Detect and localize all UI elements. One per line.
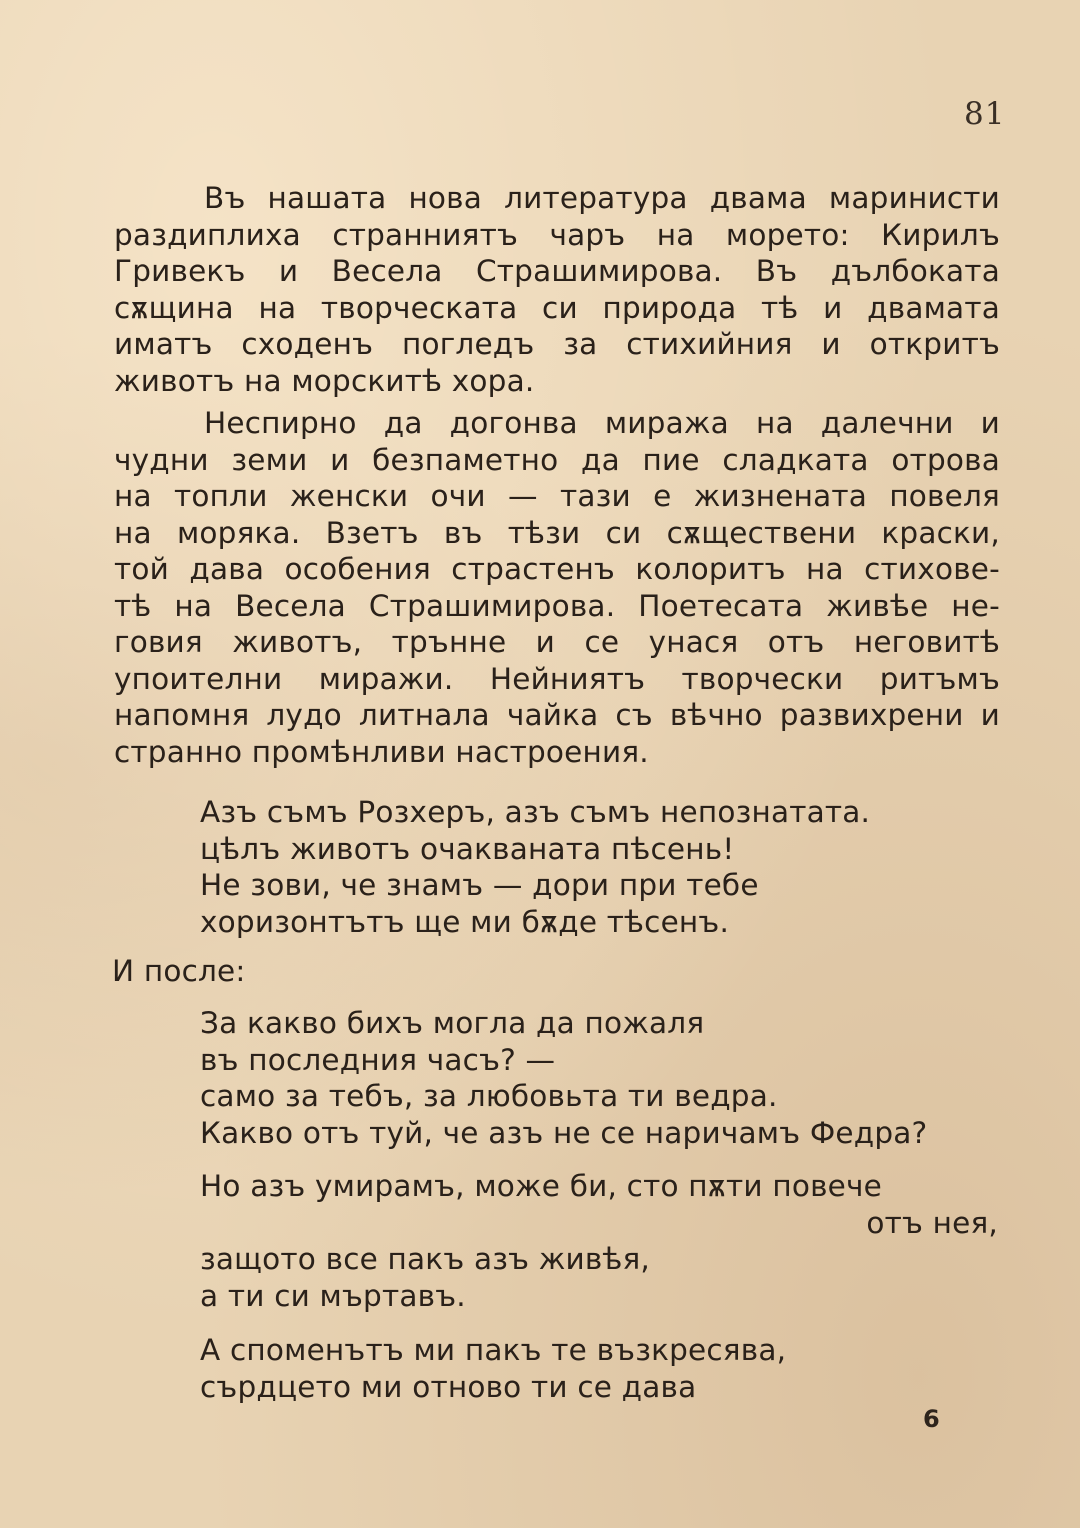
text-line: чудни земи и безпаметно да пие сладката отрова <box>114 442 1000 477</box>
verse-stanza-4 <box>200 1332 786 1405</box>
after-label: И после: <box>112 954 246 988</box>
text-line: Неспирно да догонва миража на далечни и <box>204 406 1000 440</box>
paragraph-2 <box>114 405 1000 770</box>
text-line: тѣ на Весела Страшимирова. Поетесата живѣе не- <box>114 588 1000 623</box>
page-number: 81 <box>964 96 1006 132</box>
text-line: иматъ сходенъ погледъ за стихийния и откритъ <box>114 327 1000 361</box>
text-line: напомня лудо литнала чайка съ вѣчно развихрени и <box>114 698 1000 732</box>
signature-mark: 6 <box>923 1405 940 1433</box>
verse-line: Не зови, че знамъ — дори при тебе <box>200 868 759 902</box>
verse-line: Азъ съмъ Розхеръ, азъ съмъ непознатата. <box>200 795 871 829</box>
text-line: Въ нашата нова литература двама маринисти <box>204 181 1000 215</box>
verse-line: сърдцето ми отново ти се дава <box>200 1369 697 1404</box>
text-line: на топли женски очи — тази е жизнената повеля <box>114 479 1000 513</box>
text-line: Гривекъ и Весела Страшимирова. Въ дълбоката <box>114 254 1000 288</box>
verse-line: А споменътъ ми пакъ те възкресява, <box>200 1333 787 1367</box>
verse-line: Но азъ умирамъ, може би, сто пѫти повече <box>200 1169 883 1203</box>
verse-line: въ последния часъ? — <box>200 1042 556 1077</box>
verse-line: защото все пакъ азъ живѣя, <box>200 1242 651 1276</box>
verse-line: За какво бихъ могла да пожаля <box>200 1006 705 1040</box>
verse-stanza-1 <box>200 794 870 940</box>
verse-line: хоризонтътъ ще ми бѫде тѣсенъ. <box>200 904 730 939</box>
verse-line-continuation: отъ нея, <box>866 1205 998 1240</box>
verse-line: Какво отъ туй, че азъ не се наричамъ Федра? <box>200 1115 928 1150</box>
text-line: сѫщина на творческата си природа тѣ и двамата <box>114 290 1000 325</box>
paragraph-1 <box>114 180 1000 399</box>
verse-line: а ти си мъртавъ. <box>200 1278 466 1313</box>
verse-line: само за тебъ, за любовьта ти ведра. <box>200 1079 778 1113</box>
text-line: упоителни миражи. Нейниятъ творчески ритъмъ <box>114 661 1000 696</box>
verse-stanza-2 <box>200 1005 927 1151</box>
text-line: говия животъ, трънне и се унася отъ неговитѣ <box>114 625 1000 659</box>
text-line: на моряка. Взетъ въ тѣзи си сѫществени краски, <box>114 515 1000 550</box>
text-line: животъ на морскитѣ хора. <box>114 363 535 398</box>
text-line: той дава особения страстенъ колоритъ на стихове- <box>114 552 1000 586</box>
verse-stanza-3 <box>200 1168 998 1314</box>
text-line: раздиплиха странниятъ чаръ на морето: Кирилъ <box>114 217 1000 252</box>
text-line: странно промѣнливи настроения. <box>114 734 649 769</box>
verse-line: цѣлъ животъ очакваната пѣсень! <box>200 831 735 866</box>
